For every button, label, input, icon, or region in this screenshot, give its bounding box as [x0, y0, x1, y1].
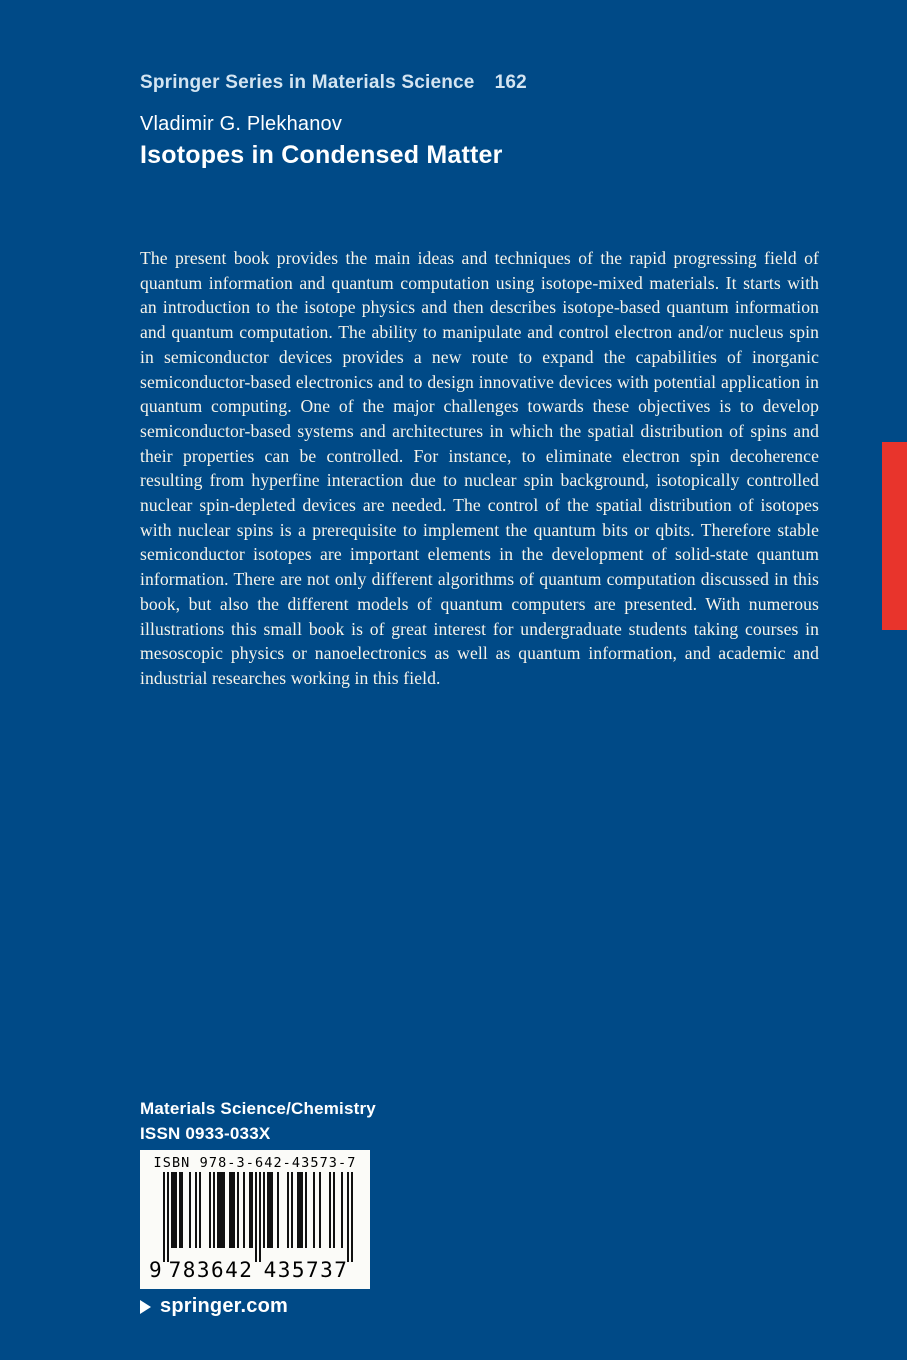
barcode-digits-right: 435737: [263, 1258, 349, 1280]
series-title: Springer Series in Materials Science: [140, 72, 475, 93]
publisher-link-line: [140, 1295, 288, 1318]
issn-line: ISSN 0933-033X: [140, 1124, 271, 1143]
ean-barcode-icon: [149, 1172, 361, 1280]
red-spine-tab: [882, 442, 907, 630]
barcode-panel: [140, 1150, 370, 1289]
play-arrow-icon: [140, 1300, 151, 1314]
publisher-url: springer.com: [160, 1295, 288, 1317]
synopsis-text: The present book provides the main ideas and techniques of the rapid progressing field of quantum information and quantum computation using isotope-mixed materials. It starts with an introduction to the isotope physics and then describes isotope-based quantum information and quantum computation. The ability to manipulate and control electron and/or nucleus spin in semiconductor devices provides a new route to expand the capabilities of inorganic semiconductor-based electronics and to design innovative devices with potential application in quantum computing. One of the major challenges towards these objectives is to develop semiconductor-based systems and architectures in which the spatial distribution of spins and their properties can be controlled. For instance, to eliminate electron spin decoherence resulting from hyperfine interaction due to nuclear spin background, isotopically controlled nuclear spin-depleted devices are needed. The control of the spatial distribution of isotopes with nuclear spins is a prerequisite to implement the quantum bits or qbits. Therefore stable semiconductor isotopes are important elements in the development of solid-state quantum information. There are not only different algorithms of quantum computation discussed in this book, but also the different models of quantum computers are presented. With numerous illustrations this small book is of great interest for undergraduate students taking courses in mesoscopic physics or nanoelectronics as well as quantum information, and academic and industrial researches working in this field.: [140, 248, 819, 688]
barcode-digits-left: 783642: [168, 1258, 254, 1280]
book-title: Isotopes in Condensed Matter: [140, 141, 503, 169]
series-line: [140, 72, 527, 94]
series-number: 162: [494, 72, 527, 93]
isbn-label: ISBN 978-3-642-43573-7: [153, 1155, 357, 1171]
barcode-left-digit: 9: [149, 1258, 164, 1280]
author-name: Vladimir G. Plekhanov: [140, 113, 343, 135]
subject-line: Materials Science/Chemistry: [140, 1099, 376, 1118]
